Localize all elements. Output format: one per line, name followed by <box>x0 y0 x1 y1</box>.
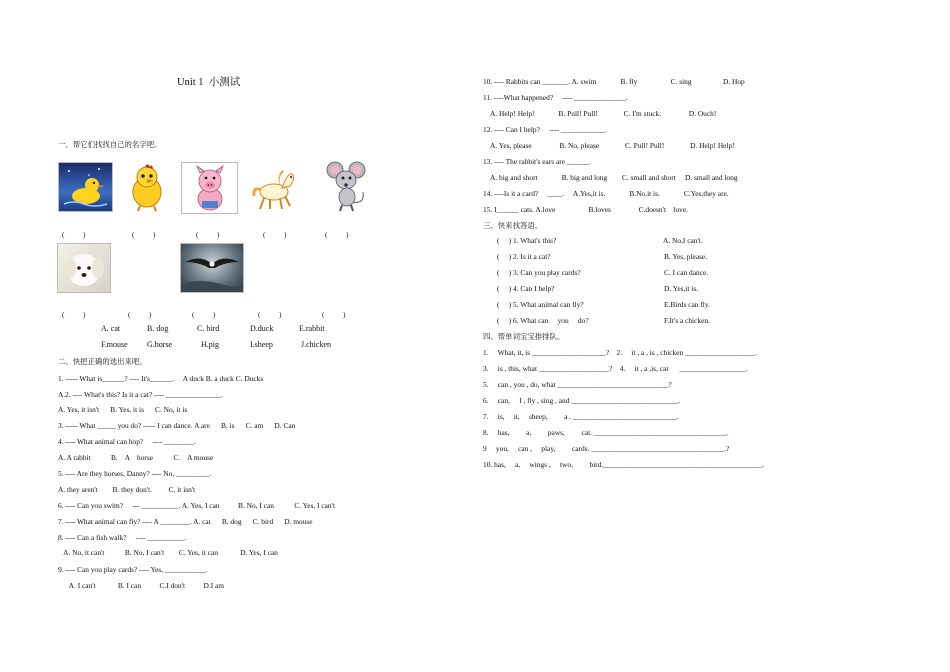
question-line: A. Yes, please B. No, please C. Pull! Pull! D. Help! Help! <box>483 141 735 150</box>
section1-heading: 一、帮它们找找自己的名字吧。 <box>58 140 162 149</box>
answer-blank[interactable]: ( ) <box>322 310 346 319</box>
match-question: ( ) 1. What's this? <box>497 236 557 245</box>
pig-picture <box>181 162 238 214</box>
answer-blank[interactable]: ( ) <box>263 230 287 239</box>
section4-heading: 四、帮单词宝宝排排队。 <box>483 332 565 341</box>
sentence-order-line: 6. can, I , fly , sing , and _____________________________. <box>483 396 681 405</box>
question-line: 8. ---- Can a fish walk? ---- __________. <box>58 533 187 542</box>
match-answer: D. Yes,it is. <box>664 284 699 293</box>
chicken-picture <box>123 162 170 212</box>
question-line: 12. ---- Can I help? ---- ____________. <box>483 125 607 134</box>
choice-option: D.duck <box>250 324 274 333</box>
question-line: 13. ---- The rabbit's ears are ______. <box>483 157 591 166</box>
sentence-order-line: 9 you, can , play, cards. ____________________________________.? <box>483 444 730 453</box>
match-answer: E.Birds can fly. <box>664 300 710 309</box>
match-answer: B. Yes, please. <box>664 252 708 261</box>
question-line: 9. ---- Can you play cards? ---- Yes, ___________. <box>58 565 208 574</box>
duck-picture <box>58 162 113 212</box>
question-line: A. big and short B. big and long C. small and short D. small and long <box>483 173 738 182</box>
section3-heading: 三、快来找答语。 <box>483 221 543 230</box>
question-line: 15. I______ cats. A.love B.loves C.doesn't love. <box>483 205 688 214</box>
sentence-order-line: 10. has, a, wings , two, bird.___________________________________________. <box>483 460 765 469</box>
sentence-order-line: 8. has, a, paws, cat. ____________________________________. <box>483 428 729 437</box>
question-line: A. Help! Help! B. Pull! Pull! C. I'm stuck. D. Ouch! <box>483 109 717 118</box>
choice-option: A. cat <box>101 324 121 333</box>
choice-option: F.mouse <box>101 340 128 349</box>
question-line: 7. ---- What animal can fly? ---- A ________. A. cat B. dog C. bird D. mouse <box>58 517 313 526</box>
answer-blank[interactable]: ( ) <box>192 310 216 319</box>
match-answer: C. I can dance. <box>664 268 709 277</box>
choice-option: G.horse <box>147 340 173 349</box>
choice-option: I.sheep <box>250 340 273 349</box>
answer-blank[interactable]: ( ) <box>258 310 282 319</box>
sentence-order-line: 3. is , this, what ___________________? 4. it , a ,is, cat __________________. <box>483 364 748 373</box>
sentence-order-line: 5. can , you , do, what ______________________________? <box>483 380 672 389</box>
choice-option: E.rabbit <box>299 324 325 333</box>
choice-option: H.pig <box>201 340 219 349</box>
question-line: A.2. ---- What's this? Is it a cat? ---- _______________. <box>58 390 223 399</box>
match-question: ( ) 5. What animal can fly? <box>497 300 584 309</box>
sentence-order-line: 1. What, it, is ____________________? 2. it , a , is , chicken ___________________. <box>483 348 758 357</box>
question-line: 14. ----Is it a card? ____. A.Yes,it is. B.No,it is. C.Yes,they are. <box>483 189 729 198</box>
match-question: ( ) 3. Can you play cards? <box>497 268 581 277</box>
question-line: 11. ----What happened? ---- ______________. <box>483 93 628 102</box>
choice-option: C. bird <box>197 324 220 333</box>
page-title: Unit 1 小测试 <box>177 77 241 88</box>
answer-blank[interactable]: ( ) <box>325 230 349 239</box>
mouse-picture <box>323 158 371 212</box>
question-line: 1. ----- What is______? ---- It's______. A duck B. a duck C. Ducks <box>58 374 264 383</box>
question-line: 5. ---- Are they horses, Danny? ---- No, _________. <box>58 469 212 478</box>
question-line: A. No, it can't B. No, I can't C. Yes, it can D. Yes, I can <box>58 548 278 557</box>
answer-blank[interactable]: ( ) <box>196 230 220 239</box>
question-line: A. Yes, it isn't B. Yes, it is C. No, it is <box>58 405 188 414</box>
horse-picture <box>248 162 300 212</box>
match-question: ( ) 6. What can you do? <box>497 316 589 325</box>
answer-blank[interactable]: ( ) <box>128 310 152 319</box>
match-answer: A. No,I can't. <box>663 236 703 245</box>
sentence-order-line: 7. is, it, sheep, a . ____________________________. <box>483 412 679 421</box>
answer-blank[interactable]: ( ) <box>62 230 86 239</box>
question-line: A. A rabbit B. A horse C. A mouse <box>58 453 214 462</box>
dog-picture <box>57 243 111 293</box>
match-answer: F.It's a chicken. <box>664 316 710 325</box>
question-line: 6. ---- Can you swim? --- __________. A. Yes, I can B. No, I can C. Yes, I can't <box>58 501 336 510</box>
question-line: A. they aren't B. they don't. C. it isn't <box>58 485 196 494</box>
answer-blank[interactable]: ( ) <box>132 230 156 239</box>
question-line: 3. ----- What _____ you do? ----- I can dance. A are B. is C. am D. Can <box>58 421 296 430</box>
question-line: 4. ---- What animal can hop? ---- ________. <box>58 437 196 446</box>
choice-option: J.chicken <box>301 340 331 349</box>
match-question: ( ) 4. Can I help? <box>497 284 555 293</box>
section2-heading: 二、快把正确的选出来吧。 <box>58 357 147 366</box>
question-line: 10. ---- Rabbits can _______. A. swim B. fly C. sing D. Hop <box>483 77 745 86</box>
answer-blank[interactable]: ( ) <box>62 310 86 319</box>
eagle-picture <box>180 243 244 293</box>
choice-option: B. dog <box>147 324 169 333</box>
question-line: A. I can't B. I can C.I don't D.I am <box>58 581 225 590</box>
match-question: ( ) 2. Is it a cat? <box>497 252 551 261</box>
